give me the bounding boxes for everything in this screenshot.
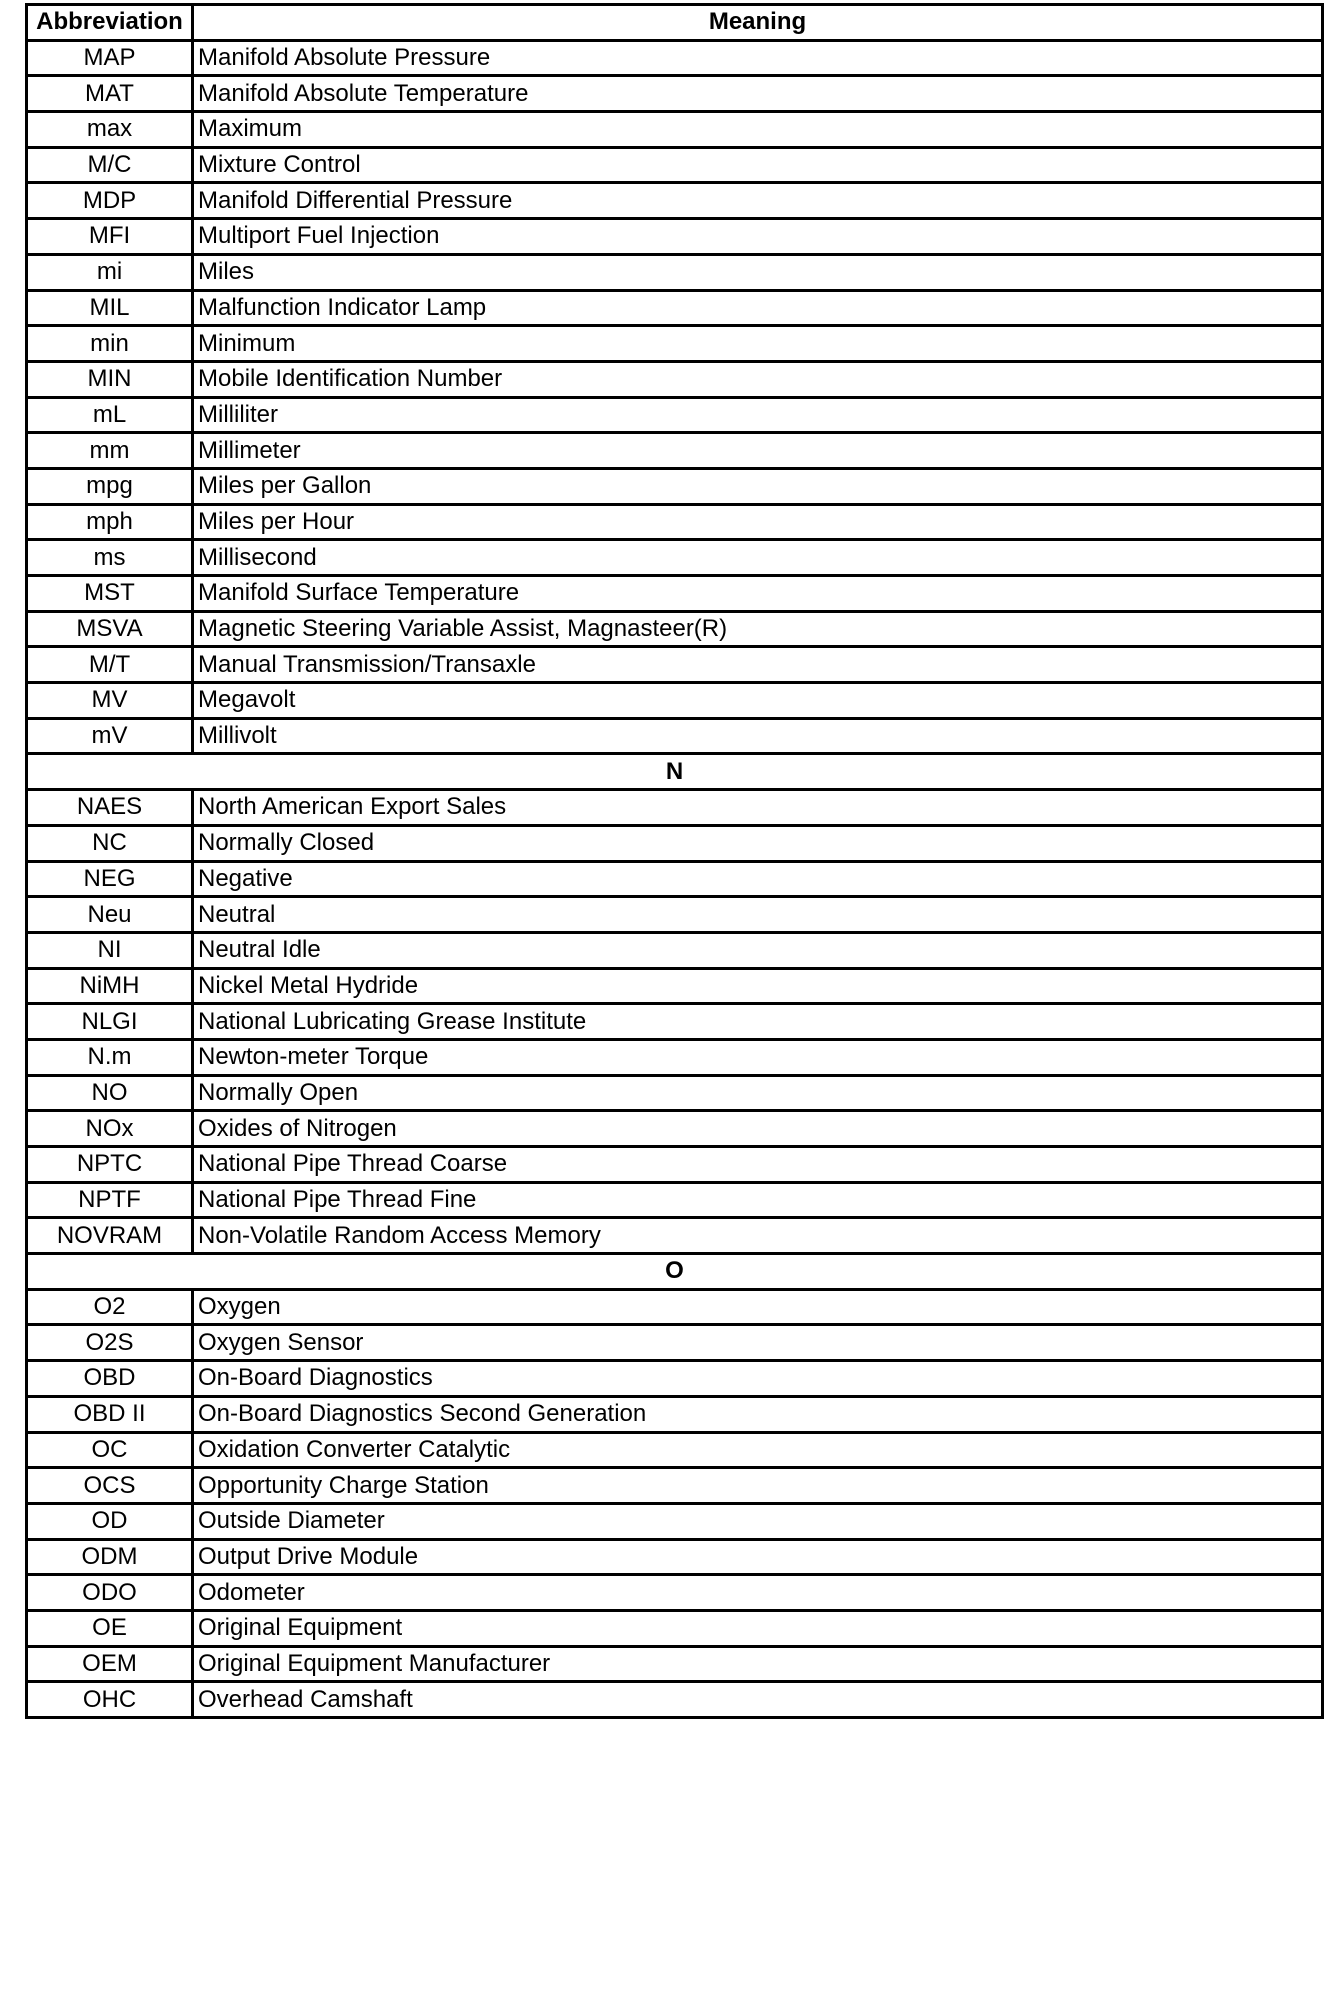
- abbreviation-cell: MSVA: [27, 611, 193, 647]
- abbreviation-cell: MV: [27, 683, 193, 719]
- abbreviation-cell: mi: [27, 254, 193, 290]
- abbreviation-cell: ODO: [27, 1575, 193, 1611]
- meaning-cell: Manifold Differential Pressure: [193, 183, 1323, 219]
- table-header-row: [27, 5, 1323, 41]
- table-row: [27, 397, 1323, 433]
- abbreviation-cell: NOVRAM: [27, 1218, 193, 1254]
- meaning-cell: North American Export Sales: [193, 790, 1323, 826]
- table-row: [27, 1111, 1323, 1147]
- meaning-cell: Neutral Idle: [193, 932, 1323, 968]
- table-row: [27, 1361, 1323, 1397]
- meaning-cell: On-Board Diagnostics: [193, 1361, 1323, 1397]
- meaning-cell: Millimeter: [193, 433, 1323, 469]
- table-row: [27, 1004, 1323, 1040]
- table-row: [27, 183, 1323, 219]
- meaning-cell: Miles per Gallon: [193, 468, 1323, 504]
- table-row: [27, 326, 1323, 362]
- table-body: [27, 40, 1323, 1717]
- abbreviation-cell: OE: [27, 1610, 193, 1646]
- meaning-cell: Overhead Camshaft: [193, 1682, 1323, 1718]
- table-row: [27, 1539, 1323, 1575]
- section-header-row: [27, 1254, 1323, 1290]
- table-row: [27, 147, 1323, 183]
- table-row: [27, 718, 1323, 754]
- abbreviation-cell: OD: [27, 1503, 193, 1539]
- table-row: [27, 219, 1323, 255]
- section-header-row: [27, 754, 1323, 790]
- meaning-cell: Negative: [193, 861, 1323, 897]
- table-row: [27, 504, 1323, 540]
- table-row: [27, 112, 1323, 148]
- abbreviation-cell: OHC: [27, 1682, 193, 1718]
- abbreviation-cell: NOx: [27, 1111, 193, 1147]
- abbreviation-cell: OC: [27, 1432, 193, 1468]
- meaning-cell: Non-Volatile Random Access Memory: [193, 1218, 1323, 1254]
- abbreviation-cell: O2: [27, 1289, 193, 1325]
- abbreviation-cell: O2S: [27, 1325, 193, 1361]
- abbreviation-cell: NPTF: [27, 1182, 193, 1218]
- abbreviation-cell: MDP: [27, 183, 193, 219]
- abbreviation-cell: NLGI: [27, 1004, 193, 1040]
- meaning-cell: Manual Transmission/Transaxle: [193, 647, 1323, 683]
- abbreviation-cell: ms: [27, 540, 193, 576]
- abbreviation-cell: MAT: [27, 76, 193, 112]
- table-row: [27, 790, 1323, 826]
- abbreviation-cell: mm: [27, 433, 193, 469]
- abbreviation-cell: mV: [27, 718, 193, 754]
- meaning-cell: Maximum: [193, 112, 1323, 148]
- table-row: [27, 1610, 1323, 1646]
- table-row: [27, 897, 1323, 933]
- meaning-cell: Mixture Control: [193, 147, 1323, 183]
- table-row: [27, 1432, 1323, 1468]
- abbreviation-cell: min: [27, 326, 193, 362]
- meaning-cell: Oxygen: [193, 1289, 1323, 1325]
- abbreviation-cell: Neu: [27, 897, 193, 933]
- meaning-cell: Neutral: [193, 897, 1323, 933]
- table-row: [27, 540, 1323, 576]
- abbreviation-cell: NAES: [27, 790, 193, 826]
- table-row: [27, 1039, 1323, 1075]
- abbreviation-cell: MIL: [27, 290, 193, 326]
- abbreviation-cell: NEG: [27, 861, 193, 897]
- abbreviation-cell: MAP: [27, 40, 193, 76]
- abbreviation-cell: N.m: [27, 1039, 193, 1075]
- abbreviation-cell: M/T: [27, 647, 193, 683]
- table-row: [27, 40, 1323, 76]
- abbreviation-cell: max: [27, 112, 193, 148]
- table-row: [27, 611, 1323, 647]
- table-row: [27, 1575, 1323, 1611]
- meaning-cell: Normally Closed: [193, 825, 1323, 861]
- abbreviation-cell: NiMH: [27, 968, 193, 1004]
- abbreviation-cell: M/C: [27, 147, 193, 183]
- meaning-cell: Milliliter: [193, 397, 1323, 433]
- meaning-cell: Normally Open: [193, 1075, 1323, 1111]
- table-row: [27, 1396, 1323, 1432]
- meaning-cell: Opportunity Charge Station: [193, 1468, 1323, 1504]
- abbreviation-cell: NC: [27, 825, 193, 861]
- meaning-cell: Multiport Fuel Injection: [193, 219, 1323, 255]
- meaning-cell: National Pipe Thread Fine: [193, 1182, 1323, 1218]
- abbreviation-cell: ODM: [27, 1539, 193, 1575]
- meaning-cell: Outside Diameter: [193, 1503, 1323, 1539]
- abbreviation-cell: OBD II: [27, 1396, 193, 1432]
- abbreviation-cell: mL: [27, 397, 193, 433]
- meaning-cell: Oxidation Converter Catalytic: [193, 1432, 1323, 1468]
- table-row: [27, 1182, 1323, 1218]
- table-row: [27, 1147, 1323, 1183]
- table-row: [27, 1646, 1323, 1682]
- meaning-cell: Minimum: [193, 326, 1323, 362]
- abbreviation-cell: OBD: [27, 1361, 193, 1397]
- table-row: [27, 290, 1323, 326]
- meaning-cell: On-Board Diagnostics Second Generation: [193, 1396, 1323, 1432]
- table-row: [27, 1075, 1323, 1111]
- section-letter: N: [27, 754, 1323, 790]
- table-row: [27, 683, 1323, 719]
- meaning-cell: Nickel Metal Hydride: [193, 968, 1323, 1004]
- table-row: [27, 254, 1323, 290]
- table-row: [27, 361, 1323, 397]
- abbreviation-cell: mpg: [27, 468, 193, 504]
- table-row: [27, 932, 1323, 968]
- meaning-cell: National Lubricating Grease Institute: [193, 1004, 1323, 1040]
- table-row: [27, 1468, 1323, 1504]
- table-row: [27, 576, 1323, 612]
- meaning-cell: Malfunction Indicator Lamp: [193, 290, 1323, 326]
- table-row: [27, 468, 1323, 504]
- table-row: [27, 1218, 1323, 1254]
- abbreviation-cell: MIN: [27, 361, 193, 397]
- table-row: [27, 1289, 1323, 1325]
- meaning-cell: Miles per Hour: [193, 504, 1323, 540]
- meaning-column-header: Meaning: [193, 5, 1323, 41]
- meaning-cell: Millisecond: [193, 540, 1323, 576]
- abbreviation-cell: MFI: [27, 219, 193, 255]
- table-row: [27, 1503, 1323, 1539]
- meaning-cell: Oxygen Sensor: [193, 1325, 1323, 1361]
- abbreviation-cell: MST: [27, 576, 193, 612]
- meaning-cell: Manifold Surface Temperature: [193, 576, 1323, 612]
- section-letter: O: [27, 1254, 1323, 1290]
- abbreviation-cell: mph: [27, 504, 193, 540]
- table-row: [27, 1325, 1323, 1361]
- table-row: [27, 825, 1323, 861]
- abbreviation-table: [25, 3, 1324, 1719]
- meaning-cell: Newton-meter Torque: [193, 1039, 1323, 1075]
- table-row: [27, 1682, 1323, 1718]
- abbreviation-cell: OCS: [27, 1468, 193, 1504]
- abbreviation-column-header: Abbreviation: [27, 5, 193, 41]
- table-row: [27, 968, 1323, 1004]
- meaning-cell: Original Equipment: [193, 1610, 1323, 1646]
- meaning-cell: Oxides of Nitrogen: [193, 1111, 1323, 1147]
- meaning-cell: Original Equipment Manufacturer: [193, 1646, 1323, 1682]
- meaning-cell: Miles: [193, 254, 1323, 290]
- meaning-cell: Mobile Identification Number: [193, 361, 1323, 397]
- abbreviation-cell: OEM: [27, 1646, 193, 1682]
- abbreviation-cell: NPTC: [27, 1147, 193, 1183]
- meaning-cell: Millivolt: [193, 718, 1323, 754]
- table-row: [27, 433, 1323, 469]
- meaning-cell: Manifold Absolute Pressure: [193, 40, 1323, 76]
- meaning-cell: Output Drive Module: [193, 1539, 1323, 1575]
- meaning-cell: Megavolt: [193, 683, 1323, 719]
- meaning-cell: Manifold Absolute Temperature: [193, 76, 1323, 112]
- table-row: [27, 647, 1323, 683]
- meaning-cell: Odometer: [193, 1575, 1323, 1611]
- table-row: [27, 861, 1323, 897]
- abbreviation-cell: NI: [27, 932, 193, 968]
- meaning-cell: National Pipe Thread Coarse: [193, 1147, 1323, 1183]
- meaning-cell: Magnetic Steering Variable Assist, Magnasteer(R): [193, 611, 1323, 647]
- table-row: [27, 76, 1323, 112]
- abbreviation-cell: NO: [27, 1075, 193, 1111]
